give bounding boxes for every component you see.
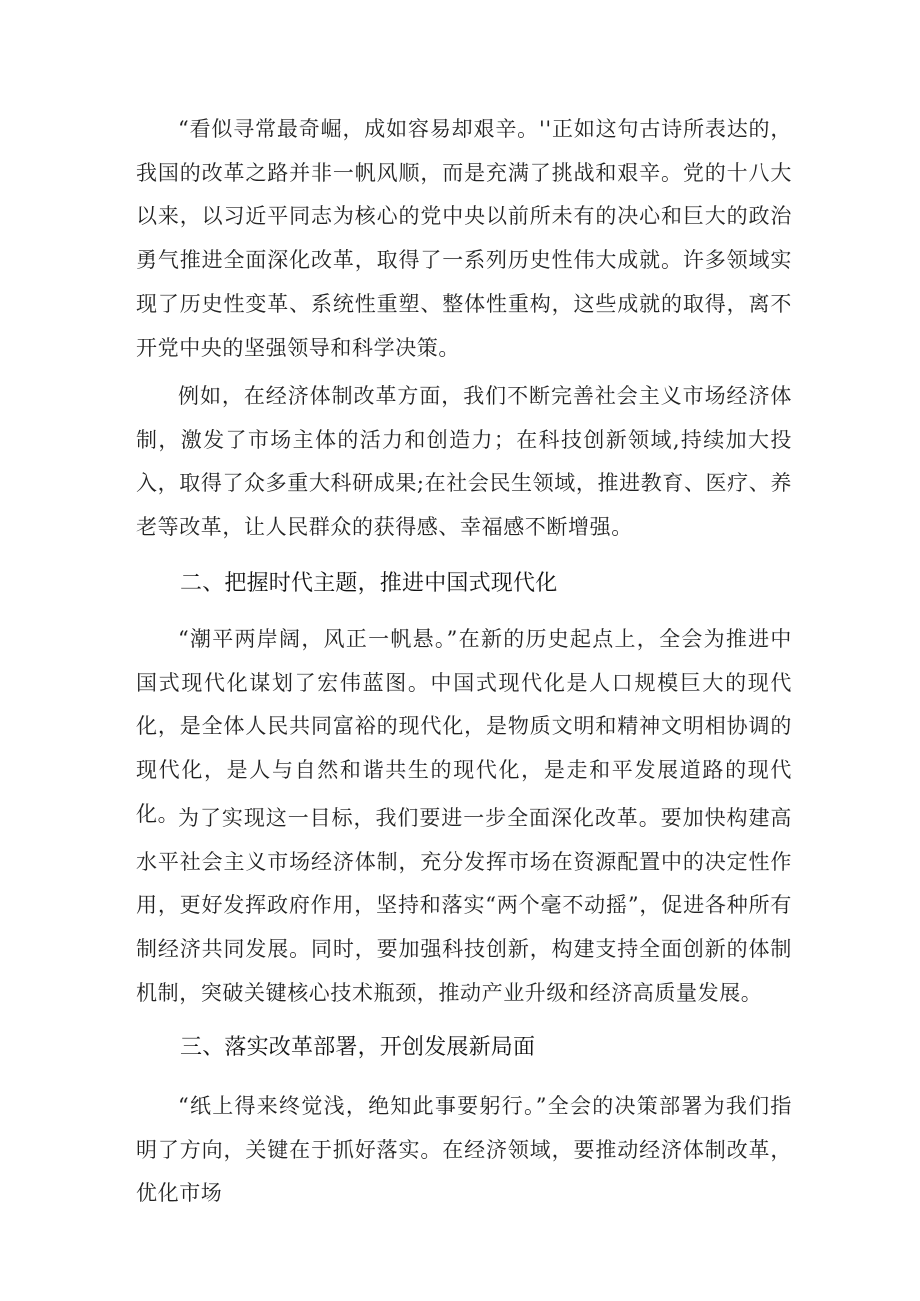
section-heading-2: 二、把握时代主题，推进中国式现代化 [180, 571, 558, 596]
paragraph-reform-examples: 例如，在经济体制改革方面，我们不断完善社会主义市场经济体制，激发了市场主体的活力和创造力；在科技创新领域,持续加大投入，取得了众多重大科研成果;在社会民生领域，推进教育、医疗、养老等改革，让人民群众的获得感、幸福感不断增强。 [136, 384, 792, 540]
paragraph-reform-achievements: “看似寻常最奇崛，成如容易却艰辛。''正如这句古诗所表达的，我国的改革之路并非一帆风顺，而是充满了挑战和艰辛。党的十八大以来，以习近平同志为核心的党中央以前所未有的决心和巨大的政治勇气推进全面深化改革，取得了一系列历史性伟大成就。许多领域实现了历史性变革、系统性重塑、整体性重构，这些成就的取得，离不开党中央的坚强领导和科学决策。 [136, 117, 792, 360]
paragraph-implementation: “纸上得来终觉浅，绝知此事要躬行。”全会的决策部署为我们指明了方向，关键在于抓好落实。在经济领域，要推动经济体制改革，优化市场 [136, 1094, 792, 1206]
paragraph-chinese-modernization: “潮平两岸阔，风正一帆悬。”在新的历史起点上，全会为推进中国式现代化谋划了宏伟蓝图。中国式现代化是人口规模巨大的现代化，是全体人民共同富裕的现代化，是物质文明和精神文明相协调的现代化，是人与自然和谐共生的现代化，是走和平发展道路的现代化。 [136, 627, 792, 826]
paragraph-deepen-reform: 为了实现这一目标，我们要进一步全面深化改革。要加快构建高水平社会主义市场经济体制，充分发挥市场在资源配置中的决定性作用，更好发挥政府作用，坚持和落实“两个毫不动摇”，促进各种所有制经济共同发展。同时，要加强科技创新，构建支持全面创新的体制机制，突破关键核心技术瓶颈，推动产业升级和经济高质量发展。 [136, 806, 792, 1005]
section-heading-3: 三、落实改革部署，开创发展新局面 [180, 1035, 536, 1060]
